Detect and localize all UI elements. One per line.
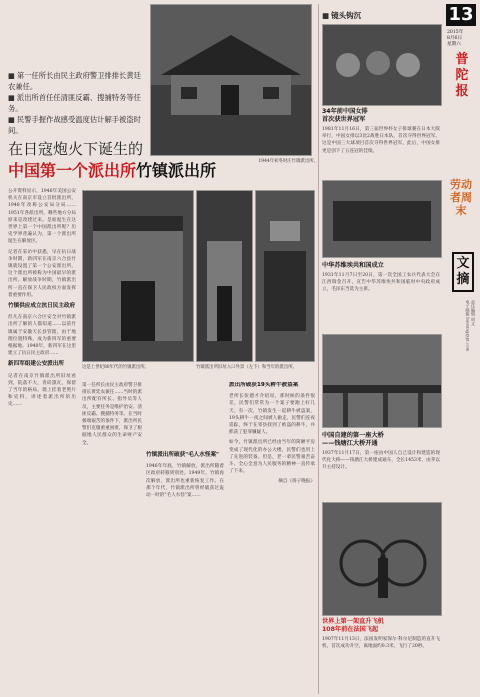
title-suffix: 竹镇派出所: [136, 161, 217, 180]
sidebar-item-2-body: 1931年11月7日至20日，第一次全国工农兵代表大会在江西瑞金召开，宣告中华苏维埃共和国临时中央政府成立，毛泽东当选为主席。: [322, 273, 440, 293]
photo-station-old-room: [255, 190, 315, 362]
headline-bullets: [8, 70, 143, 136]
para3: 但凡在南京六合区安全对竹镇派出所了解的人都知道……以前竹镇属于安徽天长县管辖，由于地理位置特殊，成为新四军的重要根据地。1940年，新四军在这里建立了抗日民主政府……: [8, 315, 76, 357]
bullet-2: ■ 派出所首任任清匪反霸、搜捕特务等任务。: [8, 92, 143, 114]
photo-station-80s: [82, 190, 194, 362]
photo-helicopter-image: [323, 503, 441, 615]
photo-volleyball-image: [323, 25, 441, 105]
photo-station-old-room-image: [256, 191, 314, 361]
photo3-caption: 竹镇派出所旧址入口外景（左下）和当年的派出所。: [196, 365, 297, 370]
photo-soviet-image: [323, 181, 441, 257]
mid-col-text: 第一任所长由民主政府警卫排排长黄廷农兼任……当时的派出所配有所长、指导员等人员，主要任务是维护治安、清匪反霸、搜捕特务等。在当时极端艰苦的条件下，派出所民警们克服重重困难，保卫了根据地人民群众的生命财产安全。: [82, 383, 142, 446]
photo-soviet: [322, 180, 442, 258]
photo-old-station: [150, 4, 312, 156]
photo2-caption: 这是上世纪80年代的竹镇派出所。: [82, 365, 150, 370]
right-col-text: 老所长张德才介绍说，那时候的条件很差，民警们常常为一个案子要跑上好几天。有一次，竹镇发生一起耕牛被盗案，19头耕牛一夜之间被人偷走，民警们连夜追踪，终于在邻县找到了被盗的耕牛，并抓获了犯罪嫌疑人。: [229, 394, 315, 436]
page-date: 2015年 8月6日 星期六: [447, 30, 464, 47]
mid-col-text2: 1946年年底，竹镇解放，派出所随着区政府转移到别处。1949年，竹镇再次解放，派出所也重新恢复工作。在那个年代，竹镇派出所曾经破获过轰动一时的"毛人水怪"案……: [146, 464, 224, 499]
side-note: 责任编辑 周文 电子邮箱 banxing@pt.com: [465, 300, 476, 352]
bullet-1: ■ 第一任所长由民主政府警卫排排长黄廷农兼任。: [8, 70, 143, 92]
photo-volleyball: [322, 24, 442, 106]
heading-4: 派出所破获19头耕牛被盗案: [229, 382, 299, 388]
heading-1: 竹镇供应成立抗日民主政府: [8, 303, 76, 310]
photo-bridge: [322, 334, 442, 428]
page-number: 13: [446, 4, 476, 26]
photo-old-station-image: [151, 5, 311, 155]
sidebar-item-1-body: 1981年11月16日，第三届世界杯女子排球赛在日本大阪举行，中国女排以3比2战胜日本队，首次夺得世界冠军。这是中国三大球项目首次夺得世界冠军，此后，中国女排更是创下了五连冠的佳绩。: [322, 127, 440, 154]
sidebar-item-3: [322, 432, 440, 502]
sidebar-item-1: [322, 108, 440, 176]
side-heading: 劳动者周末: [450, 178, 472, 217]
photo-station-entrance: [196, 190, 253, 362]
para4: 记者在南京竹镇派出所旧址看到，院落不大，青砖黛瓦，保留了当年的格局。墙上挂着老照片和史料，讲述着派出所的历史……: [8, 373, 76, 408]
sidebar-item-4-body: 1907年11月13日，法国发明家保尔·科尔尼制造的直升飞机，首次成功升空，离地面约0.3米，飞行了20秒。: [322, 637, 440, 650]
section-name: 普 陀 报: [455, 52, 469, 99]
photo1-caption: 1944年初冬时庄竹镇派出所。: [258, 159, 318, 164]
heading-3: 竹镇派出所破获"毛人水怪案": [146, 452, 219, 458]
title-line2-wrap: [8, 158, 313, 181]
sidebar-header: [322, 10, 361, 21]
para1: 公开资料显示，1946年美国公安机关在南京市设立首批派出所，1948年改称公安局分局……1951年各派出所，哪些地方分局原来是改建过来。是谁诞生在这世界上第一个中国派出所呢？历史学界普遍认为，第一个派出所诞生在解放区。: [8, 189, 76, 245]
title-line1: 在日寇炮火下诞生的: [8, 140, 144, 158]
source-note: 摘自《扬子晚报》: [278, 479, 315, 485]
sidebar-item-2-title: 中华苏维埃共和国成立: [322, 262, 384, 269]
heading-2: 新四军组建公安派出所: [8, 361, 64, 368]
side-label: 文摘: [452, 252, 474, 292]
photo-bridge-image: [323, 335, 441, 427]
sidebar-item-2: [322, 262, 440, 326]
sidebar-item-4: [322, 618, 440, 692]
sidebar-item-3-body: 1937年11月17日，第一座由中国人自己设计和建造的现代化大桥——钱塘江大桥建成通车，全长1453米，由茅以升主持设计。: [322, 451, 440, 471]
title-line2: 中国第一个派出所: [8, 161, 137, 180]
photo-station-80s-image: [83, 191, 193, 361]
article-col2: [82, 382, 142, 692]
bullet-3: ■ 民警手握作战感受温度估计解手被盗时间。: [8, 114, 143, 136]
sidebar-header-text: ■ 镜头钩沉: [322, 11, 361, 20]
sidebar-item-4-title: 世界上第一架直升飞机 108年前在法国飞起: [322, 618, 384, 633]
sidebar-divider: [318, 4, 319, 694]
photo-helicopter: [322, 502, 442, 616]
photo-station-entrance-image: [197, 191, 252, 361]
para2: 记者在采访中获悉，早在抗日战争时期，新四军在南京六合县竹镇就设置了第一个公安派出所，这个派出所被称为中国最早的派出所。解放战争时期，竹镇派出所一直在保卫人民政权方面发挥着重要作用。: [8, 249, 76, 298]
article-col4: [229, 382, 315, 692]
article-col1: [8, 188, 76, 693]
right-col-text2: 如今，竹镇派出所已经由当年的简陋平房变成了现代化的办公大楼，民警们也用上了先进的装备。但是，老一辈民警艰苦奋斗、全心全意为人民服务的精神一直传承了下来。: [229, 440, 315, 475]
sidebar-item-1-title: 34年前中国女排 首次获世界冠军: [322, 108, 368, 123]
sidebar-item-3-title: 中国自建的第一座大桥 ——钱塘江大桥开通: [322, 432, 384, 447]
article-col3: [146, 382, 224, 692]
